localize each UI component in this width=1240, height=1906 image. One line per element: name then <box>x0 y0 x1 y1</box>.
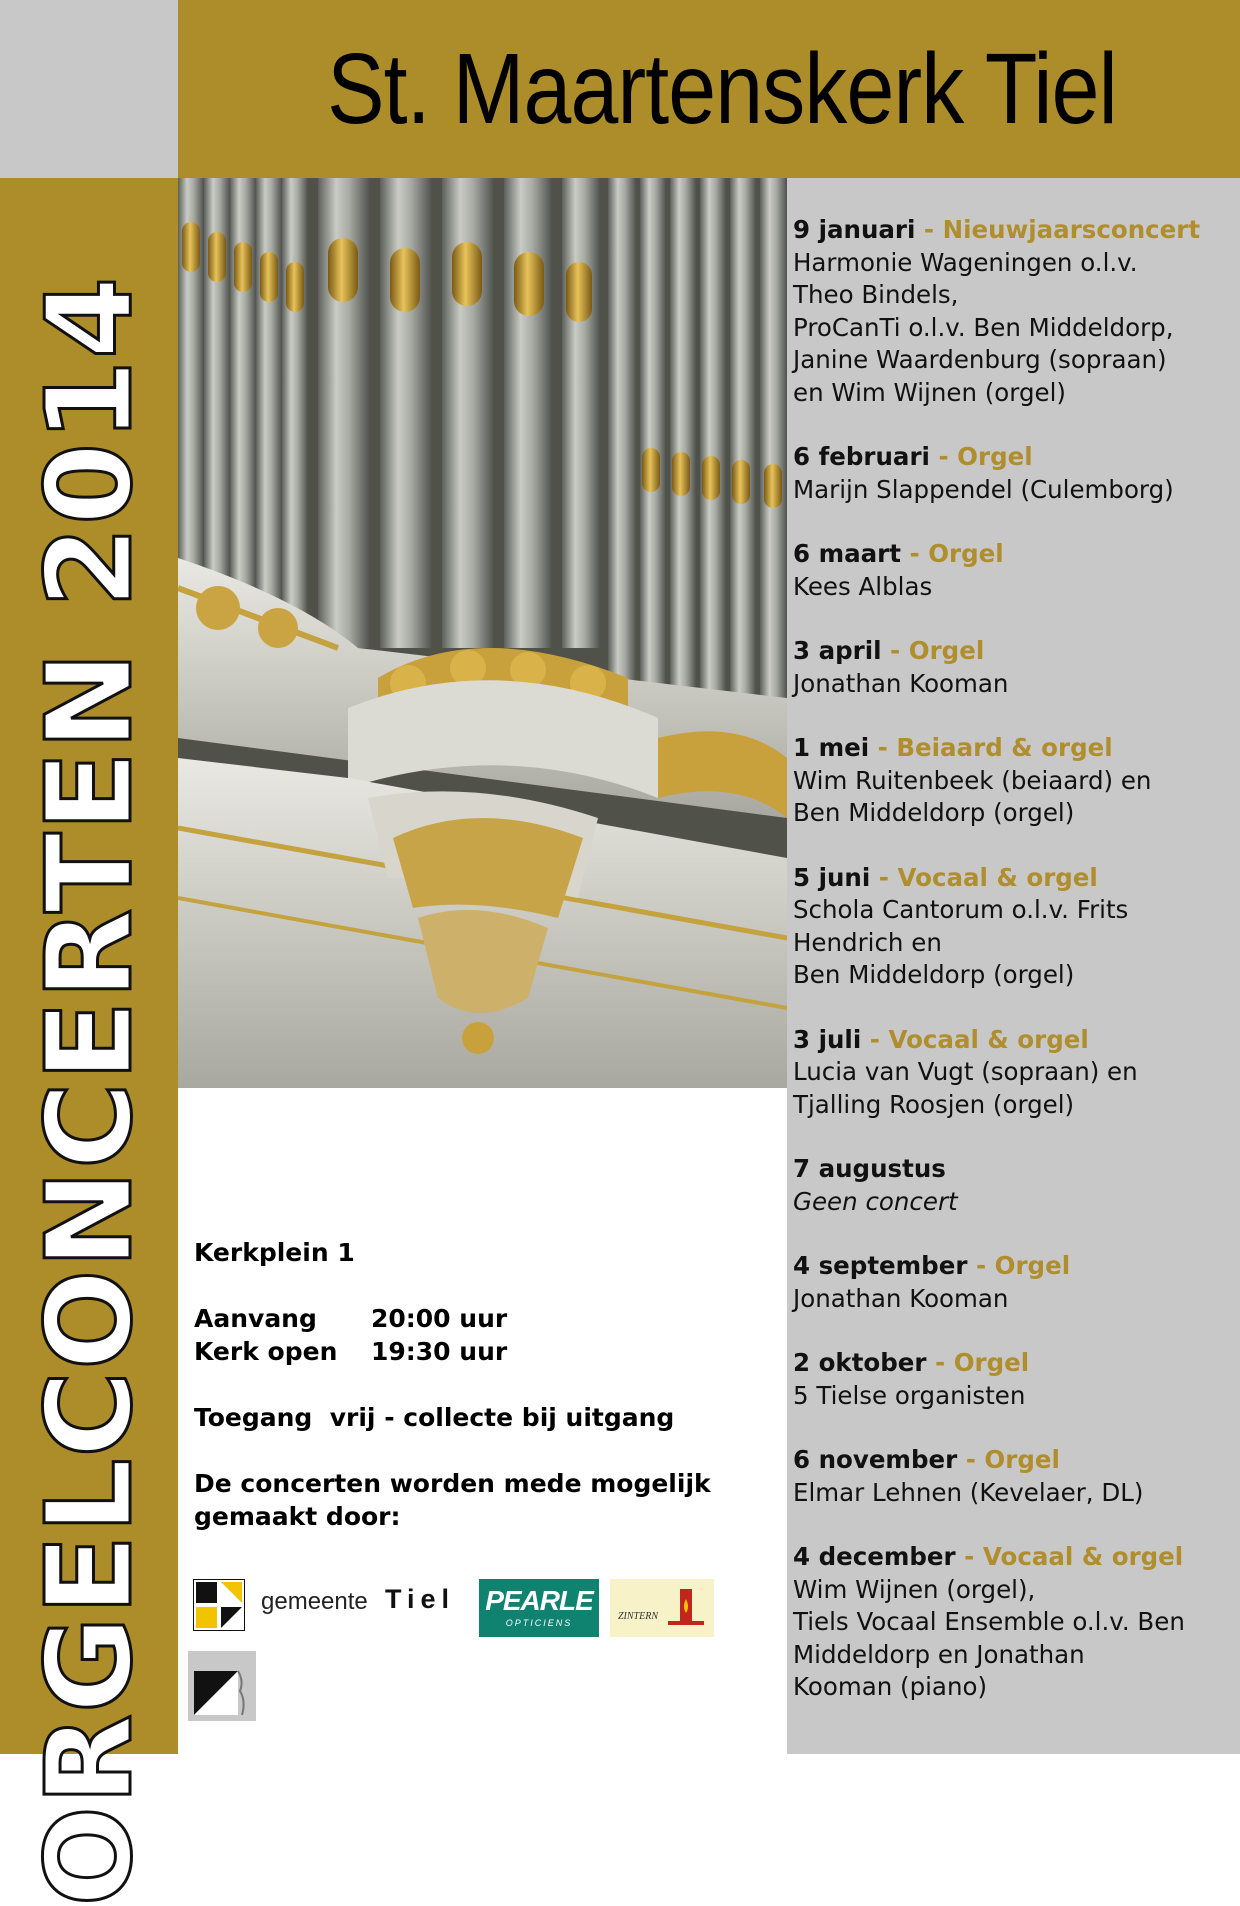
church-mark-icon <box>188 1651 256 1721</box>
corner-block <box>0 0 178 178</box>
event-item <box>793 1347 1237 1412</box>
event-heading <box>793 1153 1237 1186</box>
event-item <box>793 635 1237 700</box>
pearle-name: PEARLE <box>485 1585 593 1616</box>
event-type: - Orgel <box>926 1348 1030 1377</box>
times <box>194 1302 774 1368</box>
event-type: - Beiaard & orgel <box>869 733 1113 762</box>
organ-illustration <box>178 178 787 1088</box>
event-date: 7 augustus <box>793 1154 946 1183</box>
start-label: Aanvang <box>194 1304 317 1333</box>
open-row <box>194 1335 774 1368</box>
event-item <box>793 1541 1237 1704</box>
event-detail: Theo Bindels, <box>793 280 959 309</box>
event-date: 1 mei <box>793 733 870 762</box>
sponsor-intro-line1: De concerten worden mede mogelijk <box>194 1469 711 1498</box>
event-type: - Orgel <box>957 1445 1060 1474</box>
event-detail: en Wim Wijnen (orgel) <box>793 377 1066 407</box>
event-date: 3 april <box>793 636 882 665</box>
event-type: - Orgel <box>881 636 985 665</box>
event-date: 6 februari <box>793 442 930 471</box>
event-date: 3 juli <box>793 1024 862 1054</box>
event-type: - Vocaal & orgel <box>955 1542 1184 1571</box>
event-type: - Nieuwjaarsconcert <box>915 215 1201 244</box>
event-type: - Orgel <box>900 539 1004 568</box>
side-band <box>0 178 178 1906</box>
info-section <box>194 1236 774 1533</box>
event-detail: Marijn Slappendel (Culemborg) <box>793 474 1174 504</box>
tiel-text: Tiel <box>385 1584 456 1614</box>
event-detail: Hendrich en <box>793 927 942 957</box>
event-date: 6 maart <box>793 539 901 568</box>
event-detail: Tjalling Roosjen (orgel) <box>793 1089 1075 1119</box>
event-detail: Middeldorp en Jonathan <box>793 1639 1085 1669</box>
open-time: 19:30 uur <box>371 1337 508 1366</box>
event-item <box>793 538 1237 603</box>
event-heading <box>793 862 1237 895</box>
event-date: 2 oktober <box>793 1348 927 1377</box>
event-item <box>793 1250 1237 1315</box>
event-detail: Kooman (piano) <box>793 1672 988 1701</box>
event-heading <box>793 1250 1237 1283</box>
event-heading <box>793 732 1237 765</box>
event-type: - Orgel <box>929 442 1033 471</box>
event-heading <box>793 538 1237 571</box>
event-detail: Ben Middeldorp (orgel) <box>793 960 1075 989</box>
event-type: - Orgel <box>967 1251 1071 1280</box>
gemeente-tiel-logo-icon <box>193 1579 245 1631</box>
zintern-logo <box>610 1579 714 1637</box>
event-date: 4 december <box>793 1542 956 1571</box>
event-detail: Schola Cantorum o.l.v. Frits <box>793 895 1129 924</box>
event-detail: Janine Waardenburg (sopraan) <box>793 345 1167 374</box>
event-date: 4 september <box>793 1251 968 1280</box>
event-detail: Elmar Lehnen (Kevelaer, DL) <box>793 1477 1144 1507</box>
start-row <box>194 1302 774 1335</box>
event-item <box>793 732 1237 830</box>
event-heading <box>793 1024 1237 1057</box>
candle-icon <box>666 1585 706 1631</box>
event-heading <box>793 214 1237 247</box>
event-detail: Lucia van Vugt (sopraan) en <box>793 1057 1138 1086</box>
pearle-sub: OPTICIENS <box>505 1618 573 1628</box>
zintern-name: ZINTERN <box>618 1611 659 1622</box>
event-detail: ProCanTi o.l.v. Ben Middeldorp, <box>793 312 1174 342</box>
open-label: Kerk open <box>194 1337 338 1366</box>
title-band <box>178 0 1240 178</box>
event-type: - Vocaal & orgel <box>870 862 1098 892</box>
event-heading <box>793 635 1237 668</box>
event-heading <box>793 1347 1237 1380</box>
event-heading <box>793 1541 1237 1574</box>
address: Kerkplein 1 <box>194 1238 355 1267</box>
sponsor-intro <box>194 1467 774 1533</box>
event-date: 9 januari <box>793 215 916 244</box>
event-heading <box>793 1444 1237 1477</box>
event-item <box>793 214 1237 409</box>
sponsor-intro-line2: gemaakt door: <box>194 1502 401 1531</box>
event-type: - Vocaal & orgel <box>861 1024 1089 1054</box>
event-list <box>793 214 1237 1736</box>
event-detail: Kees Alblas <box>793 571 933 601</box>
entry-text: Toegang vrij - collecte bij uitgang <box>194 1403 675 1432</box>
event-detail: Jonathan Kooman <box>793 1283 1009 1313</box>
event-date: 5 juni <box>793 862 871 892</box>
vertical-title: ORGELCONCERTEN 2014 <box>20 275 158 1906</box>
organ-photo <box>178 178 787 1088</box>
event-item <box>793 1153 1237 1218</box>
event-detail: Jonathan Kooman <box>793 668 1009 698</box>
event-detail: Wim Ruitenbeek (beiaard) en <box>793 765 1152 795</box>
event-detail: Ben Middeldorp (orgel) <box>793 798 1075 827</box>
event-item <box>793 1024 1237 1122</box>
event-detail: Wim Wijnen (orgel), <box>793 1574 1036 1604</box>
gemeente-text: gemeente <box>261 1588 368 1615</box>
program-panel <box>787 178 1240 1754</box>
event-item <box>793 1444 1237 1509</box>
event-item <box>793 862 1237 992</box>
event-detail: 5 Tielse organisten <box>793 1380 1026 1410</box>
event-detail: Harmonie Wageningen o.l.v. <box>793 247 1138 277</box>
event-heading <box>793 441 1237 474</box>
page-title: St. Maartenskerk Tiel <box>327 32 1117 145</box>
event-detail: Geen concert <box>793 1186 958 1216</box>
event-detail: Tiels Vocaal Ensemble o.l.v. Ben <box>793 1607 1185 1636</box>
pearle-logo <box>479 1579 599 1637</box>
event-item <box>793 441 1237 506</box>
event-date: 6 november <box>793 1445 958 1474</box>
start-time: 20:00 uur <box>371 1304 508 1333</box>
